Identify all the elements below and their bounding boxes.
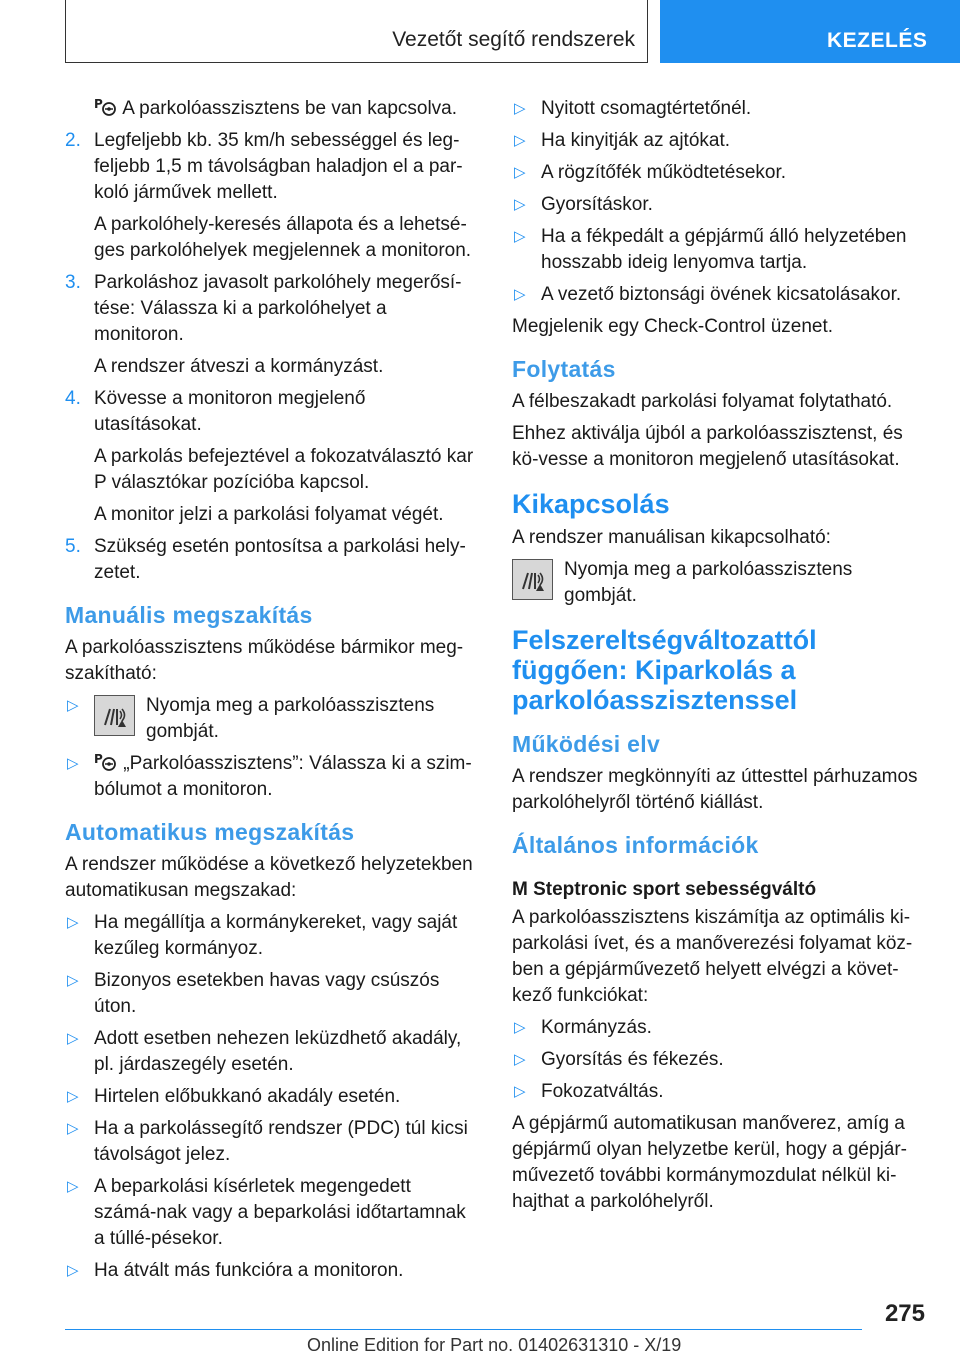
- list-item: [65, 1258, 477, 1284]
- triangle-bullet-icon: ▷: [514, 132, 526, 149]
- svg-text:P: P: [94, 752, 103, 766]
- list-item-text: Ha a fékpedált a gépjármű álló helyzetében hosszabb ideig lenyomva tartja.: [541, 226, 907, 273]
- triangle-bullet-icon: ▷: [67, 1178, 79, 1195]
- svg-text:P: P: [94, 97, 103, 111]
- triangle-bullet-icon: ▷: [67, 755, 79, 772]
- triangle-bullet-icon: ▷: [67, 1088, 79, 1105]
- principle-text: A rendszer megkönnyíti az úttesttel párhuzamos parkolóhelyről történő kiállást.: [512, 766, 918, 813]
- list-item-text: Ha megállítja a kormánykereket, vagy saját kezűleg kormányoz.: [94, 912, 458, 959]
- triangle-bullet-icon: ▷: [67, 914, 79, 931]
- triangle-bullet-icon: ▷: [514, 164, 526, 181]
- continue-text-2: Ehhez aktiválja újból a parkolóasszisztenst, és kö-vesse a monitoron megjelenő utasításokat.: [512, 423, 903, 470]
- list-item: [65, 910, 477, 962]
- step-number: 5.: [65, 536, 81, 557]
- manual-heading: Manuális megszakítás: [65, 602, 313, 628]
- steptronic-text: A parkolóasszisztens kiszámítja az optimális ki-parkolási ívet, és a manőverezési folyamat köz-ben a gépjárművezető helyett elvégzi a követ-kező funkciókat:: [512, 907, 913, 1006]
- manual-text: A parkolóasszisztens működése bármikor meg-szakítható:: [65, 637, 464, 684]
- list-item: [65, 1174, 477, 1252]
- step-note: A monitor jelzi a parkolási folyamat végét.: [94, 504, 444, 525]
- triangle-bullet-icon: ▷: [514, 1083, 526, 1100]
- list-item: [512, 192, 930, 218]
- left-column: [65, 96, 477, 1290]
- list-item-text: A rögzítőfék működtetésekor.: [541, 162, 787, 183]
- step-note: A parkolóhely-keresés állapota és a lehetsé-ges parkolóhelyek megjelennek a monitoron.: [94, 214, 472, 261]
- principle-heading: Működési elv: [512, 731, 661, 757]
- list-item-text: Gyorsítás és fékezés.: [541, 1049, 724, 1070]
- page-header: [65, 0, 960, 64]
- list-item-text: Gyorsításkor.: [541, 194, 653, 215]
- triangle-bullet-icon: ▷: [514, 228, 526, 245]
- list-item-text: Bizonyos esetekben havas vagy csúszós úton.: [94, 970, 440, 1017]
- list-item-text: Hirtelen előbukkanó akadály esetén.: [94, 1086, 401, 1107]
- list-item-text: A vezető biztonsági övének kicsatolásakor.: [541, 284, 902, 305]
- header-title-box: [65, 0, 648, 63]
- step-item: [65, 534, 477, 586]
- triangle-bullet-icon: ▷: [514, 100, 526, 117]
- triangle-bullet-icon: ▷: [514, 1051, 526, 1068]
- list-item: [512, 282, 930, 308]
- list-item: [512, 128, 930, 154]
- parking-assistant-button-icon: [94, 695, 135, 736]
- step-number: 3.: [65, 272, 81, 293]
- right-column: [512, 96, 930, 1221]
- chapter-title: Vezetőt segítő rendszerek: [392, 28, 635, 51]
- list-item: [65, 751, 477, 803]
- step-item: [65, 270, 477, 348]
- list-item-text: A beparkolási kísérletek megengedett számá-nak vagy a beparkolási időtartamnak a túllé-pésekor.: [94, 1176, 466, 1249]
- list-item-text: Ha a parkolássegítő rendszer (PDC) túl kicsi távolságot jelez.: [94, 1118, 468, 1165]
- off-text: A rendszer manuálisan kikapcsolható:: [512, 527, 831, 548]
- triangle-bullet-icon: ▷: [67, 697, 79, 714]
- list-item-text: Ha kinyitják az ajtókat.: [541, 130, 731, 151]
- list-item: [512, 96, 930, 122]
- list-item-text: Nyomja meg a parkolóasszisztens gombját.: [146, 695, 435, 742]
- general-heading: Általános információk: [512, 832, 759, 858]
- section-tab[interactable]: [660, 0, 960, 63]
- intro-line: [65, 96, 477, 122]
- page-number: 275: [884, 1300, 925, 1327]
- step-text: Kövesse a monitoron megjelenő utasításokat.: [94, 388, 366, 435]
- parking-assistant-button-icon: [512, 559, 553, 600]
- step-text: Szükség esetén pontosítsa a parkolási hely-zetet.: [94, 536, 466, 583]
- check-control-text: Megjelenik egy Check-Control üzenet.: [512, 316, 834, 337]
- final-text: A gépjármű automatikusan manőverez, amíg a gépjármű olyan helyzetbe kerül, hogy a gépjár-művezető további kormánymozdulat nélkül ki-hajthat a parkolóhelyről.: [512, 1113, 908, 1212]
- list-item: [512, 1079, 930, 1105]
- list-item: [65, 1116, 477, 1168]
- list-item-text: Fokozatváltás.: [541, 1081, 664, 1102]
- step-number: 4.: [65, 388, 81, 409]
- step-item: [65, 386, 477, 438]
- list-item: [512, 1047, 930, 1073]
- section-heading: Felszereltségváltozattól függően: Kiparkolás a parkolóasszisztenssel: [512, 625, 817, 715]
- continue-heading: Folytatás: [512, 356, 616, 382]
- step-text: Parkoláshoz javasolt parkolóhely megerősí-tése: Válassza ki a parkolóhelyet a monitoron.: [94, 272, 462, 345]
- list-item-text: Nyitott csomagtértetőnél.: [541, 98, 752, 119]
- list-item-text: Ha átvált más funkcióra a monitoron.: [94, 1260, 404, 1281]
- list-item-text: „Parkolóasszisztens”: Válassza ki a szim-bólumot a monitoron.: [94, 753, 472, 800]
- auto-heading: Automatikus megszakítás: [65, 819, 355, 845]
- off-heading: Kikapcsolás: [512, 489, 670, 519]
- triangle-bullet-icon: ▷: [514, 286, 526, 303]
- triangle-bullet-icon: ▷: [67, 972, 79, 989]
- parking-assistant-icon: [94, 751, 118, 773]
- steptronic-heading: M Steptronic sport sebességváltó: [512, 879, 817, 900]
- step-note: A rendszer átveszi a kormányzást.: [94, 356, 384, 377]
- footer-edition: Online Edition for Part no. 01402631310 - X/19: [307, 1335, 682, 1355]
- footer-divider: [65, 1329, 862, 1330]
- list-item: [512, 1015, 930, 1041]
- step-note: A parkolás befejeztével a fokozatválasztó kar P választókar pozícióba kapcsol.: [94, 446, 474, 493]
- triangle-bullet-icon: ▷: [514, 196, 526, 213]
- continue-text-1: A félbeszakadt parkolási folyamat folytatható.: [512, 391, 893, 412]
- parking-assistant-icon: [94, 96, 118, 118]
- list-item: [512, 224, 930, 276]
- off-button-text: Nyomja meg a parkolóasszisztens gombját.: [564, 559, 853, 606]
- list-item: [65, 693, 477, 745]
- list-item: [65, 1026, 477, 1078]
- step-item: [65, 128, 477, 206]
- triangle-bullet-icon: ▷: [67, 1120, 79, 1137]
- list-item: [512, 160, 930, 186]
- list-item-text: Kormányzás.: [541, 1017, 652, 1038]
- triangle-bullet-icon: ▷: [67, 1030, 79, 1047]
- intro-text: A parkolóasszisztens be van kapcsolva.: [122, 98, 458, 119]
- step-number: 2.: [65, 130, 81, 151]
- step-text: Legfeljebb kb. 35 km/h sebességgel és leg-feljebb 1,5 m távolságban haladjon el a par-koló járművek mellett.: [94, 130, 463, 203]
- triangle-bullet-icon: ▷: [67, 1262, 79, 1279]
- list-item: [65, 968, 477, 1020]
- section-tab-label: KEZELÉS: [827, 29, 928, 52]
- list-item: [65, 1084, 477, 1110]
- triangle-bullet-icon: ▷: [514, 1019, 526, 1036]
- list-item-text: Adott esetben nehezen leküzdhető akadály, pl. járdaszegély esetén.: [94, 1028, 462, 1075]
- auto-text: A rendszer működése a következő helyzetekben automatikusan megszakad:: [65, 854, 473, 901]
- off-button-row: [512, 557, 930, 609]
